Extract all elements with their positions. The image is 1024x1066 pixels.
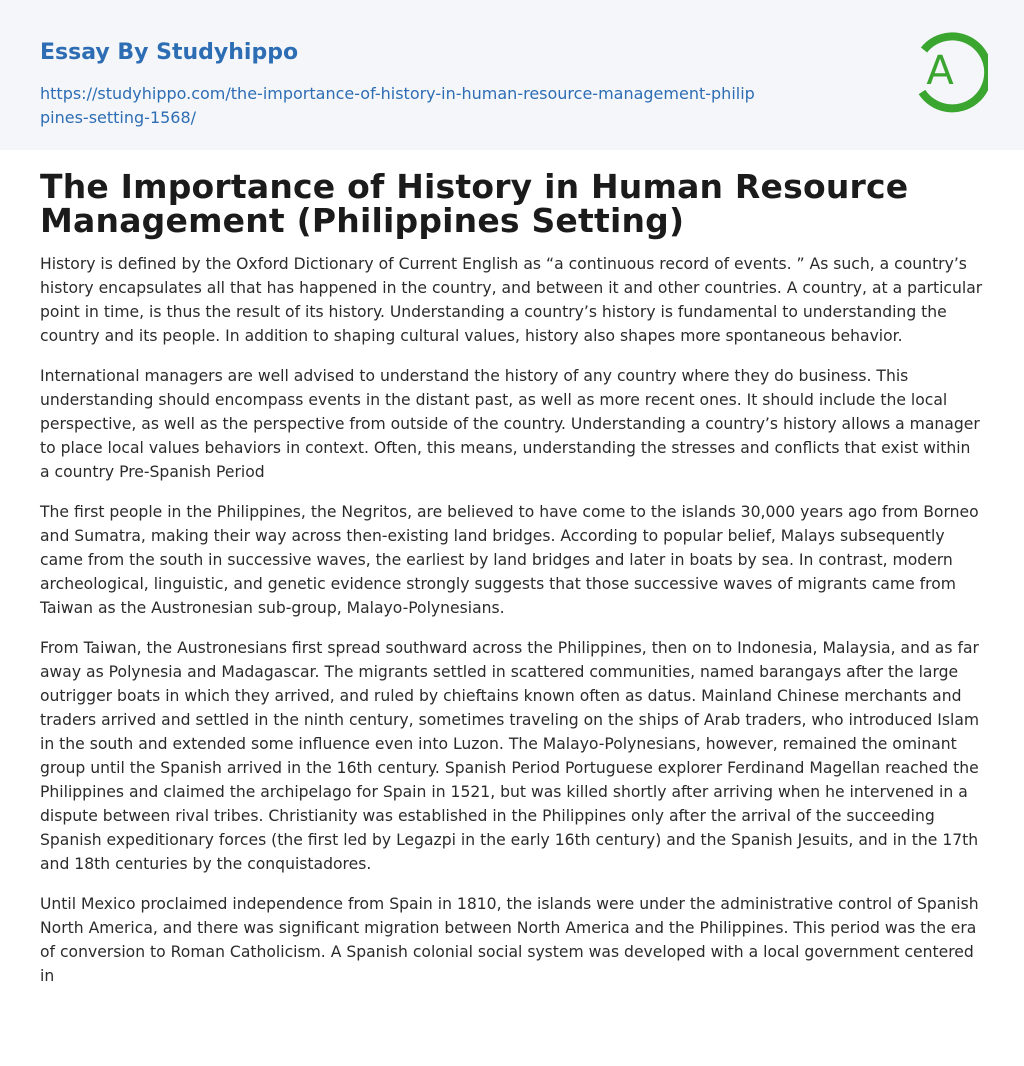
paragraph-4: From Taiwan, the Austronesians first spread southward across the Philippines, then on to Indonesia, Malaysia, and as far away as Polynesia and Madagascar. The migrants settled in scattered communities, named barangays after the large outrigger boats in which they arrived, and ruled by chieftains known often as datus. Mainland Chinese merchants and traders arrived and settled in the ninth century, sometimes traveling on the ships of Arab traders, who introduced Islam in the south and extended some influence even into Luzon. The Malayo-Polynesians, however, remained the ominant group until the Spanish arrived in the 16th century. Spanish Period Portuguese explorer Ferdinand Magellan reached the Philippines and claimed the archipelago for Spain in 1521, but was killed shortly after arriving when he intervened in a dispute between rival tribes. Christianity was established in the Philippines only after the arrival of the succeeding Spanish expeditionary forces (the first led by Legazpi in the early 16th century) and the Spanish Jesuits, and in the 17th and 18th centuries by the conquistadores. — [40, 639, 980, 873]
studyhippo-logo-icon[interactable] — [910, 28, 988, 116]
logo-letter: A — [926, 48, 954, 94]
article-url-link[interactable]: https://studyhippo.com/the-importance-of-history-in-human-resource-management-philippines-setting-1568/ — [40, 84, 755, 127]
article-body — [0, 150, 1024, 988]
paragraph-2: International managers are well advised to understand the history of any country where they do business. This understanding should encompass events in the distant past, as well as more recent ones. It should include the local perspective, as well as the perspective from outside of the country. Understanding a country’s history allows a manager to place local values behaviors in context. Often, this means, understanding the stresses and conflicts that exist within a country Pre-Spanish Period — [40, 367, 980, 481]
paragraph-1: History is defined by the Oxford Dictionary of Current English as “a continuous record of events. ” As such, a country’s history encapsulates all that has happened in the country, and between it and other countries. A country, at a particular point in time, is thus the result of its history. Understanding a country’s history is fundamental to understanding the country and its people. In addition to shaping cultural values, history also shapes more spontaneous behavior. — [40, 255, 983, 345]
paragraph-3: The first people in the Philippines, the Negritos, are believed to have come to the islands 30,000 years ago from Borneo and Sumatra, making their way across then-existing land bridges. According to popular belief, Malays subsequently came from the south in successive waves, the earliest by land bridges and later in boats by sea. In contrast, modern archeological, linguistic, and genetic evidence strongly suggests that those successive waves of migrants came from Taiwan as the Austronesian sub-group, Malayo-Polynesians. — [40, 503, 979, 617]
article-title: The Importance of History in Human Resource Management (Philippines Setting) — [40, 167, 909, 240]
site-header — [0, 0, 1024, 150]
brand-title[interactable]: Essay By Studyhippo — [40, 40, 299, 65]
paragraph-5: Until Mexico proclaimed independence from Spain in 1810, the islands were under the administrative control of Spanish North America, and there was significant migration between North America and the Philippines. This period was the era of conversion to Roman Catholicism. A Spanish colonial social system was developed with a local government centered in — [40, 895, 979, 985]
